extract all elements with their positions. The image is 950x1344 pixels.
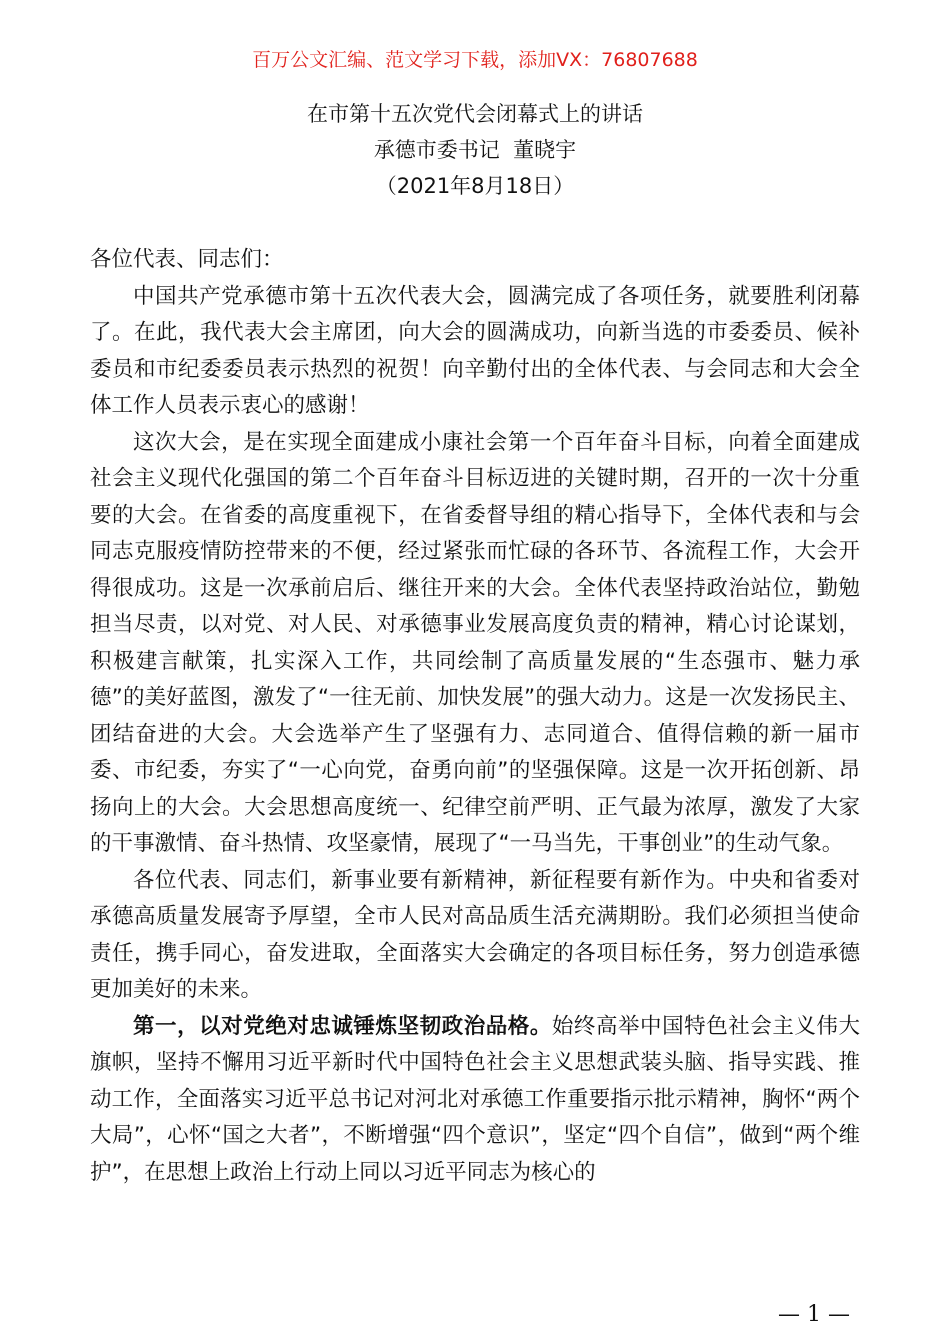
paragraph-4-heading: 第一，以对党绝对忠诚锤炼坚韧政治品格。 <box>133 1013 552 1039</box>
speech-body <box>90 242 860 1191</box>
paragraph-1: 中国共产党承德市第十五次代表大会，圆满完成了各项任务，就要胜利闭幕了。在此，我代表大会主席团，向大会的圆满成功，向新当选的市委委员、候补委员和市纪委委员表示热烈的祝贺！向辛勤付出的全体代表、与会同志和大会全体工作人员表示衷心的感谢！ <box>90 283 860 418</box>
salutation: 各位代表、同志们： <box>90 247 284 272</box>
paragraph-2: 这次大会，是在实现全面建成小康社会第一个百年奋斗目标，向着全面建成社会主义现代化强国的第二个百年奋斗目标迈进的关键时期，召开的一次十分重要的大会。在省委的高度重视下，在省委督导组的精心指导下，全体代表和与会同志克服疫情防控带来的不便，经过紧张而忙碌的各环节、各流程工作，大会开得很成功。这是一次承前启后、继往开来的大会。全体代表坚持政治站位，勤勉担当尽责，以对党、对人民、对承德事业发展高度负责的精神，精心讨论谋划，积极建言献策，扎实深入工作，共同绘制了高质量发展的“生态强市、魅力承德”的美好蓝图，激发了“一往无前、加快发展”的强大动力。这是一次发扬民主、团结奋进的大会。大会选举产生了坚强有力、志同道合、值得信赖的新一届市委、市纪委，夯实了“一心向党，奋勇向前”的坚强保障。这是一次开拓创新、昂扬向上的大会。大会思想高度统一、纪律空前严明、正气最为浓厚，激发了大家的干事激情、奋斗热情、攻坚豪情，展现了“一马当先，干事创业”的生动气象。 <box>90 429 860 856</box>
speech-header <box>0 96 950 204</box>
page-number: — 1 — <box>778 1302 850 1327</box>
speech-date: （2021年8月18日） <box>375 174 575 198</box>
paragraph-4 <box>90 1009 860 1192</box>
speech-author: 承德市委书记 董晓宇 <box>373 138 577 162</box>
watermark-banner: 百万公文汇编、范文学习下载，添加VX：76807688 <box>252 49 698 71</box>
paragraph-3: 各位代表、同志们，新事业要有新精神，新征程要有新作为。中央和省委对承德高质量发展寄予厚望，全市人民对高品质生活充满期盼。我们必须担当使命责任，携手同心，奋发进取，全面落实大会确定的各项目标任务，努力创造承德更加美好的未来。 <box>90 867 860 1002</box>
speech-title: 在市第十五次党代会闭幕式上的讲话 <box>307 102 643 126</box>
paragraph-4-text: 始终高举中国特色社会主义伟大旗帜，坚持不懈用习近平新时代中国特色社会主义思想武装头脑、指导实践、推动工作，全面落实习近平总书记对河北对承德工作重要指示批示精神，胸怀“两个大局”，心怀“国之大者”，不断增强“四个意识”，坚定“四个自信”，做到“两个维护”，在思想上政治上行动上同以习近平同志为核心的 <box>90 1013 860 1185</box>
